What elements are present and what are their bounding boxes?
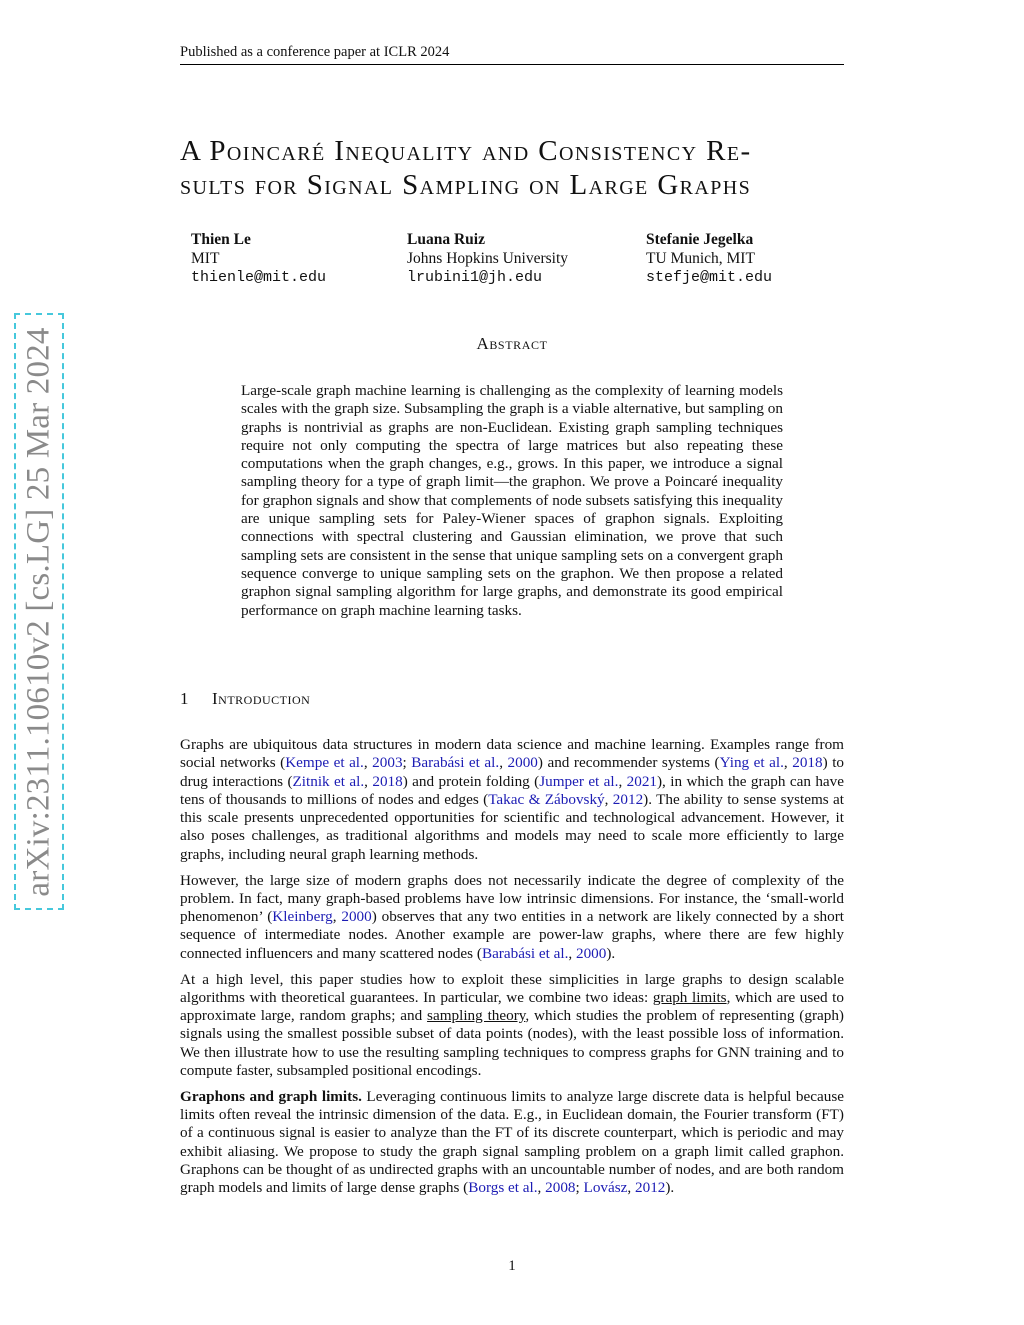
- author-email[interactable]: stefje@mit.edu: [646, 269, 773, 286]
- paragraph-4: Graphons and graph limits. Leveraging continuous limits to analyze large discrete data is helpful because limits often reveal the intrinsic dimension of the data. E.g., in Euclidean domain, the Fourier transform (FT) of a continuous signal is easier to analyze than the FT of its discrete counterpart, which is periodic and may exhibit aliasing. We propose to study the graph signal sampling problem on a graph limit called graphon. Graphons can be thought of as undirected graphs with an uncountable number of nodes, and are both random graph models and limits of large dense graphs (Borgs et al., 2008; Lovász, 2012).: [180, 1087, 844, 1197]
- arxiv-stamp: [14, 313, 64, 910]
- title-line-1: A Poincaré Inequality and Consistency Re-: [180, 135, 752, 167]
- paragraph-1: Graphs are ubiquitous data structures in modern data science and machine learning. Examples range from social networks (Kempe et al., 2003; Barabási et al., 2000) and recommender systems (Ying et al., 2018) to drug interactions (Zitnik et al., 2018) and protein folding (Jumper et al., 2021), in which the graph can have tens of thousands to millions of nodes and edges (Takac & Zábovský, 2012). The ability to sense systems at this scale presents unprecedented opportunities for scientific and technological advancement. However, it also poses challenges, as traditional algorithms and models may need to scale more efficiently to large graphs, including neural graph learning methods.: [180, 736, 845, 863]
- citation-link[interactable]: 2000: [575, 944, 607, 962]
- underlined-term: sampling theory: [427, 1007, 526, 1025]
- citation-link[interactable]: Barabási et al.: [411, 754, 500, 772]
- citation-link[interactable]: 2008: [545, 1179, 576, 1197]
- author-name: Thien Le: [191, 231, 251, 248]
- citation-link[interactable]: Borgs et al.: [468, 1179, 538, 1197]
- citation-link[interactable]: 2012: [635, 1179, 666, 1197]
- citation-link[interactable]: Ying et al.: [719, 754, 784, 772]
- paragraph-lead: Graphons and graph limits.: [180, 1087, 362, 1105]
- citation-link[interactable]: Lovász: [583, 1179, 628, 1197]
- citation-link[interactable]: 2003: [372, 754, 403, 772]
- citation-link[interactable]: Jumper et al.: [539, 772, 619, 790]
- author-name: Luana Ruiz: [407, 231, 485, 248]
- running-header: Published as a conference paper at ICLR 2024: [180, 44, 844, 65]
- citation-link[interactable]: Kleinberg: [272, 908, 333, 926]
- section-title: Introduction: [212, 689, 311, 708]
- arxiv-stamp-text: arXiv:2311.10610v2 [cs.LG] 25 Mar 2024: [20, 326, 57, 897]
- paper-title: [180, 134, 844, 202]
- citation-link[interactable]: 2000: [507, 754, 538, 772]
- citation-link[interactable]: 2021: [626, 772, 657, 790]
- citation-link[interactable]: Takac & Zábovský: [488, 790, 605, 808]
- section-heading: [180, 689, 310, 709]
- author-email[interactable]: thienle@mit.edu: [191, 269, 327, 286]
- author-name: Stefanie Jegelka: [646, 231, 754, 248]
- citation-link[interactable]: Barabási et al.: [481, 944, 569, 962]
- citation-link[interactable]: Zitnik et al.: [292, 772, 365, 790]
- title-line-2: sults for Signal Sampling on Large Graphs: [180, 169, 752, 201]
- author-affiliation: MIT: [191, 250, 220, 267]
- author-block-3: [646, 230, 772, 287]
- page-number: 1: [508, 1258, 516, 1274]
- abstract-heading: Abstract: [476, 334, 548, 353]
- author-block-2: [407, 230, 568, 287]
- citation-link[interactable]: 2000: [341, 908, 372, 926]
- section-number: 1: [180, 689, 189, 708]
- citation-link[interactable]: 2018: [792, 754, 823, 772]
- body-text: [180, 736, 844, 1205]
- author-block-1: [191, 230, 326, 287]
- citation-link[interactable]: Kempe et al.: [285, 754, 364, 772]
- paragraph-2: However, the large size of modern graphs does not necessarily indicate the degree of complexity of the problem. In fact, many graph-based problems have low intrinsic dimensions. For instance, the ‘small-world phenomenon’ (Kleinberg, 2000) observes that any two entities in a network are likely connected by a short sequence of intermediate nodes. Another example are power-law graphs, where there are few highly connected influencers and many scattered nodes (Barabási et al., 2000).: [180, 871, 845, 962]
- abstract-text: Large-scale graph machine learning is challenging as the complexity of learning models scales with the graph size. Subsampling the graph is a viable alternative, but sampling on graphs is nontrivial as graphs are non-Euclidean. Existing graph sampling techniques require not only computing the spectra of large matrices but also repeating these computations when the graph changes, e.g., grows. In this paper, we introduce a signal sampling theory for a type of graph limit—the graphon. We prove a Poincaré inequality for graphon signals and show that complements of node subsets satisfying this inequality are unique sampling sets for Paley-Wiener spaces of graphon signals. Exploiting connections with spectral clustering and Gaussian elimination, we prove that such sampling sets are consistent in the sense that unique sampling sets on a convergent graph sequence converge to unique sampling sets on the graphon. We then propose a related graphon signal sampling algorithm for large graphs, and demonstrate its good empirical performance on graph machine learning tasks.: [241, 382, 783, 619]
- citation-link[interactable]: 2018: [372, 772, 403, 790]
- author-affiliation: TU Munich, MIT: [646, 250, 755, 267]
- citation-link[interactable]: 2012: [612, 790, 644, 808]
- author-affiliation: Johns Hopkins University: [407, 250, 569, 267]
- author-email[interactable]: lrubini1@jh.edu: [407, 269, 543, 286]
- underlined-term: graph limits: [652, 988, 727, 1006]
- paragraph-3: At a high level, this paper studies how to exploit these simplicities in large graphs to design scalable algorithms with theoretical guarantees. In particular, we combine two ideas: graph limits, which are used to approximate large, random graphs; and sampling theory, which studies the problem of representing (graph) signals using the smallest possible subset of data points (nodes), with the least possible loss of information. We then illustrate how to use the resulting sampling techniques to compress graphs for GNN training and to compute faster, subsampled positional encodings.: [180, 970, 844, 1080]
